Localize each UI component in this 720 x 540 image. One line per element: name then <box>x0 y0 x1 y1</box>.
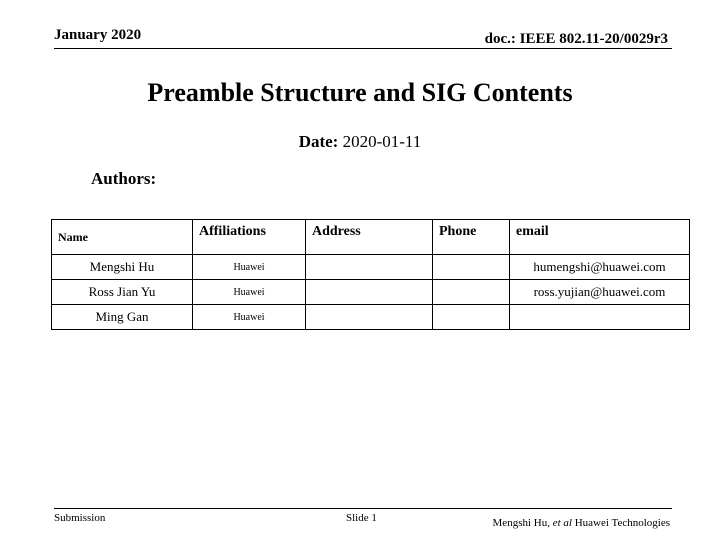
header-divider <box>54 48 672 49</box>
footer-author <box>493 517 670 529</box>
footer-organization: Huawei Technologies <box>574 517 670 529</box>
column-header-phone: Phone <box>433 220 510 255</box>
authors-table <box>51 219 690 330</box>
date-line <box>0 132 720 152</box>
column-header-name: Name <box>52 220 193 255</box>
slide-title: Preamble Structure and SIG Contents <box>147 78 573 107</box>
header-date: January 2020 <box>54 27 142 43</box>
footer-submission: Submission <box>54 512 106 524</box>
author-name: Ming Gan <box>52 305 193 330</box>
author-phone <box>433 305 510 330</box>
footer-et-al: et al <box>552 517 572 529</box>
author-name: Ross Jian Yu <box>52 280 193 305</box>
author-address <box>306 280 433 305</box>
date-label: Date: <box>298 132 339 151</box>
column-header-affiliations: Affiliations <box>193 220 306 255</box>
table-row <box>52 255 690 280</box>
author-affiliation: Huawei <box>193 280 306 305</box>
author-phone <box>433 280 510 305</box>
table-row <box>52 280 690 305</box>
author-address <box>306 255 433 280</box>
author-affiliation: Huawei <box>193 255 306 280</box>
column-header-email: email <box>510 220 690 255</box>
table-header-row <box>52 220 690 255</box>
author-email: ross.yujian@huawei.com <box>510 280 690 305</box>
author-phone <box>433 255 510 280</box>
table-row <box>52 305 690 330</box>
footer-author-name: Mengshi Hu, <box>492 517 550 529</box>
authors-label: Authors: <box>91 169 157 188</box>
author-email: humengshi@huawei.com <box>510 255 690 280</box>
author-name: Mengshi Hu <box>52 255 193 280</box>
author-affiliation: Huawei <box>193 305 306 330</box>
footer-divider <box>54 508 672 509</box>
date-value: 2020-01-11 <box>342 132 422 151</box>
author-address <box>306 305 433 330</box>
author-email <box>510 305 690 330</box>
footer-slide-number: Slide 1 <box>346 512 377 524</box>
column-header-address: Address <box>306 220 433 255</box>
header-doc-id: doc.: IEEE 802.11-20/0029r3 <box>484 31 668 47</box>
